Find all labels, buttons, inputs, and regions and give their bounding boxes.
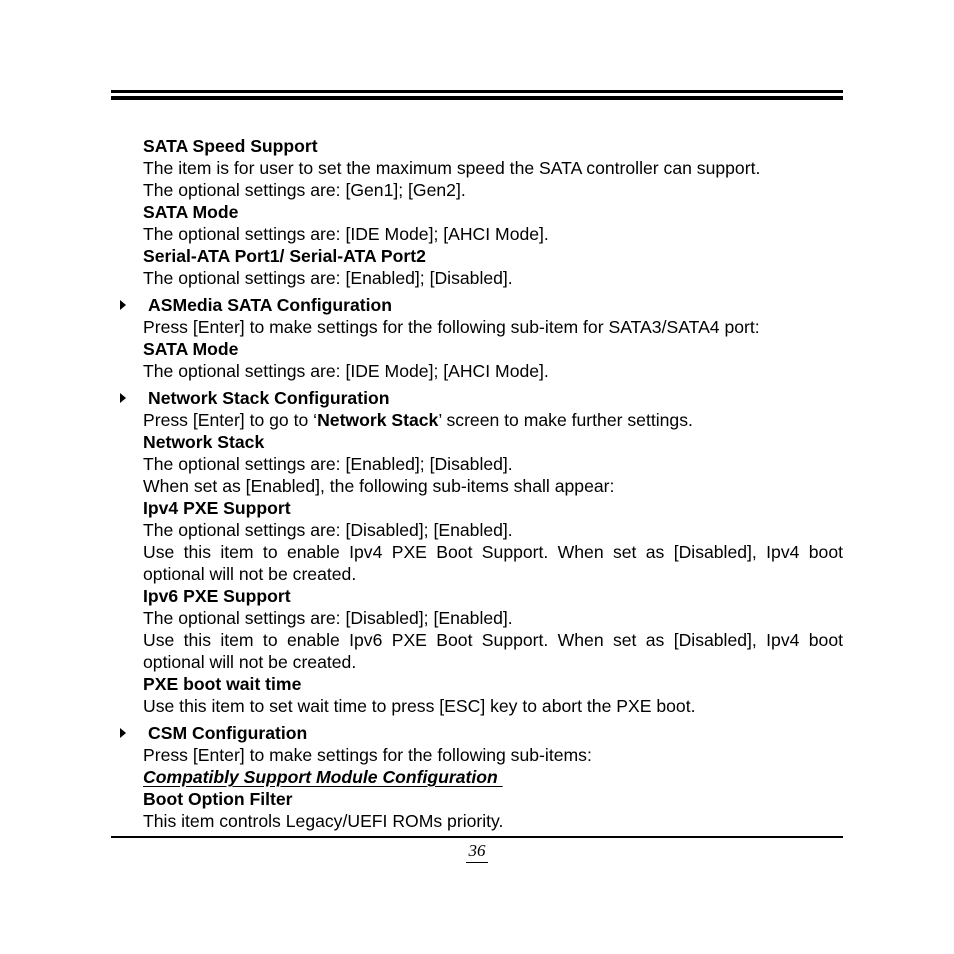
network-stack-options: The optional settings are: [Enabled]; [Disabled].: [143, 454, 513, 474]
text-span: ’ screen to make further settings.: [438, 410, 693, 430]
csm-module-heading: Compatibly Support Module Configuration: [143, 767, 503, 787]
sata-speed-support-heading: SATA Speed Support: [143, 136, 318, 156]
sata-mode-options: The optional settings are: [IDE Mode]; [AHCI Mode].: [143, 224, 549, 244]
pxe-wait-desc: Use this item to set wait time to press [ESC] key to abort the PXE boot.: [143, 696, 696, 716]
network-stack-heading: Network Stack: [143, 432, 265, 452]
ipv4-pxe-options: The optional settings are: [Disabled]; [Enabled].: [143, 520, 513, 540]
manual-content: [143, 135, 843, 832]
network-stack-config-title: Network Stack Configuration: [148, 388, 390, 408]
pxe-wait-heading: PXE boot wait time: [143, 674, 302, 694]
ipv4-pxe-heading: Ipv4 PXE Support: [143, 498, 291, 518]
sata-speed-support-options: The optional settings are: [Gen1]; [Gen2].: [143, 180, 466, 200]
network-stack-note: When set as [Enabled], the following sub-items shall appear:: [143, 476, 615, 496]
ipv4-pxe-desc: Use this item to enable Ipv4 PXE Boot Support. When set as [Disabled], Ipv4 boot optional will not be created.: [143, 542, 843, 584]
triangle-right-icon: [120, 393, 126, 403]
sata-mode-heading: SATA Mode: [143, 202, 239, 222]
csm-config-title: CSM Configuration: [148, 723, 308, 743]
ipv6-pxe-heading: Ipv6 PXE Support: [143, 586, 291, 606]
serial-ata-port-heading: Serial-ATA Port1/ Serial-ATA Port2: [143, 246, 426, 266]
asmedia-sata-desc: Press [Enter] to make settings for the following sub-item for SATA3/SATA4 port:: [143, 317, 760, 337]
asmedia-sata-heading: [143, 294, 843, 316]
triangle-right-icon: [120, 300, 126, 310]
asmedia-sata-mode-options: The optional settings are: [IDE Mode]; [AHCI Mode].: [143, 361, 549, 381]
text-span-bold: Network Stack: [317, 410, 439, 430]
asmedia-sata-title: ASMedia SATA Configuration: [148, 295, 393, 315]
csm-config-heading: [143, 722, 843, 744]
network-stack-config-desc: [143, 409, 843, 431]
boot-option-filter-heading: Boot Option Filter: [143, 789, 293, 809]
asmedia-sata-mode-heading: SATA Mode: [143, 339, 239, 359]
text-span: Press [Enter] to go to ‘: [143, 410, 318, 430]
footer-rule: [111, 836, 843, 838]
sata-speed-support-desc: The item is for user to set the maximum speed the SATA controller can support.: [143, 158, 761, 178]
page-number: 36: [466, 840, 488, 863]
ipv6-pxe-desc: Use this item to enable Ipv6 PXE Boot Support. When set as [Disabled], Ipv4 boot optional will not be created.: [143, 630, 843, 672]
network-stack-config-heading: [143, 387, 843, 409]
triangle-right-icon: [120, 728, 126, 738]
ipv6-pxe-options: The optional settings are: [Disabled]; [Enabled].: [143, 608, 513, 628]
header-rule-double: [111, 96, 843, 100]
boot-option-filter-desc: This item controls Legacy/UEFI ROMs priority.: [143, 811, 504, 831]
serial-ata-port-options: The optional settings are: [Enabled]; [Disabled].: [143, 268, 513, 288]
header-rule-thick: [111, 90, 843, 93]
csm-config-desc: Press [Enter] to make settings for the following sub-items:: [143, 745, 592, 765]
